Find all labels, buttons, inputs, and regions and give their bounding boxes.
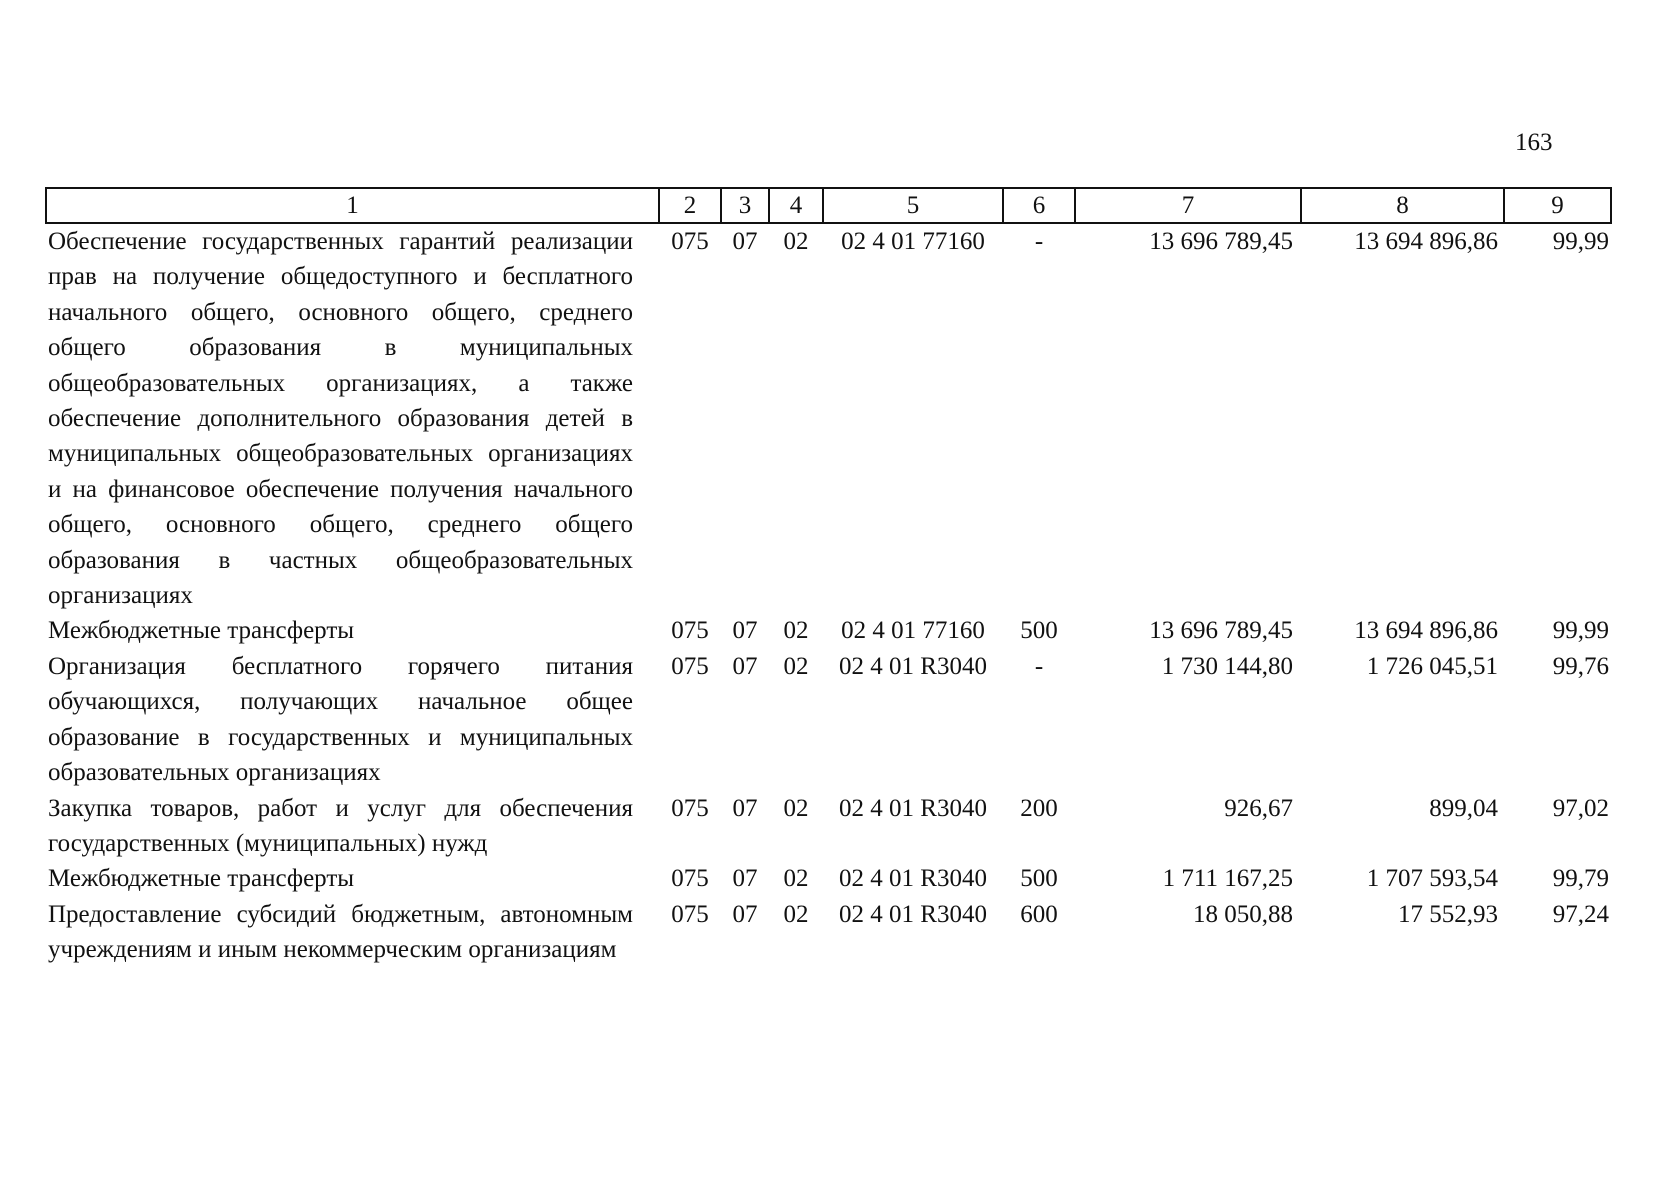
section-code: 07 <box>732 794 758 822</box>
planned-amount: 926,67 <box>1224 794 1293 822</box>
column-header: 1 <box>46 188 659 223</box>
table-row <box>46 649 1611 791</box>
target-article-code: 02 4 01 R3040 <box>839 652 987 680</box>
actual-amount: 17 552,93 <box>1398 900 1498 928</box>
grbs-code: 075 <box>671 228 709 255</box>
target-article-code: 02 4 01 R3040 <box>839 865 987 893</box>
section-code: 07 <box>732 865 758 893</box>
execution-percent: 97,02 <box>1552 794 1609 822</box>
target-article-code: 02 4 01 77160 <box>841 617 985 645</box>
budget-execution-table <box>45 187 1612 968</box>
planned-amount: 13 696 789,45 <box>1149 228 1293 255</box>
subsection-code: 02 <box>783 900 809 928</box>
execution-percent: 99,99 <box>1552 228 1609 255</box>
actual-amount: 13 694 896,86 <box>1354 228 1498 255</box>
grbs-code: 075 <box>671 652 709 680</box>
section-code: 07 <box>732 900 758 928</box>
target-article-code: 02 4 01 77160 <box>841 228 985 255</box>
subsection-code: 02 <box>783 652 809 680</box>
actual-amount: 1 726 045,51 <box>1366 652 1498 680</box>
column-header: 6 <box>1003 188 1075 223</box>
grbs-code: 075 <box>671 617 709 645</box>
execution-percent: 99,99 <box>1552 617 1609 645</box>
page-number: 163 <box>1515 129 1553 156</box>
column-header: 3 <box>721 188 769 223</box>
section-code: 07 <box>732 228 758 255</box>
grbs-code: 075 <box>671 865 709 893</box>
table-row <box>46 861 1611 896</box>
expense-type-code: 600 <box>1020 900 1058 928</box>
section-code: 07 <box>732 652 758 680</box>
expense-type-code: 500 <box>1020 865 1058 893</box>
planned-amount: 18 050,88 <box>1193 900 1293 928</box>
execution-percent: 99,79 <box>1552 865 1609 893</box>
row-name: Обеспечение государственных гарантий реализации прав на получение общедоступного и бесплатного начального общего, основного общего, среднего общего образования в муниципальных общеобразовательных организациях, а также обеспечение дополнительного образования детей в муниципальных общеобразовательных организациях и на финансовое обеспечение получения начального общего, основного общего, среднего общего образования в частных общеобразовательных организациях <box>48 228 633 610</box>
column-header: 5 <box>823 188 1003 223</box>
expense-type-code: 200 <box>1020 794 1058 822</box>
actual-amount: 1 707 593,54 <box>1366 865 1498 893</box>
expense-type-code: - <box>1034 652 1044 680</box>
target-article-code: 02 4 01 R3040 <box>839 794 987 822</box>
expense-type-code: 500 <box>1020 617 1058 645</box>
section-code: 07 <box>732 617 758 645</box>
expense-type-code: - <box>1034 228 1044 255</box>
column-header: 2 <box>659 188 721 223</box>
planned-amount: 1 730 144,80 <box>1161 652 1293 680</box>
column-header: 8 <box>1301 188 1504 223</box>
subsection-code: 02 <box>783 794 809 822</box>
grbs-code: 075 <box>671 900 709 928</box>
row-name: Организация бесплатного горячего питания обучающихся, получающих начальное общее образование в государственных и муниципальных образовательных организациях <box>48 652 633 787</box>
column-header: 9 <box>1504 188 1611 223</box>
row-name: Закупка товаров, работ и услуг для обеспечения государственных (муниципальных) нужд <box>48 794 633 857</box>
actual-amount: 13 694 896,86 <box>1354 617 1498 645</box>
planned-amount: 13 696 789,45 <box>1149 617 1293 645</box>
subsection-code: 02 <box>783 865 809 893</box>
subsection-code: 02 <box>783 228 809 255</box>
row-name: Межбюджетные трансферты <box>48 617 355 645</box>
planned-amount: 1 711 167,25 <box>1162 865 1293 893</box>
table-row <box>46 791 1611 862</box>
table-row <box>46 613 1611 648</box>
row-name: Предоставление субсидий бюджетным, автономным учреждениям и иным некоммерческим организациям <box>48 900 633 964</box>
column-number-row <box>46 188 1611 223</box>
target-article-code: 02 4 01 R3040 <box>839 900 987 928</box>
grbs-code: 075 <box>671 794 709 822</box>
row-name: Межбюджетные трансферты <box>48 865 355 893</box>
column-header: 4 <box>769 188 823 223</box>
execution-percent: 97,24 <box>1552 900 1609 928</box>
execution-percent: 99,76 <box>1552 652 1609 680</box>
table-row <box>46 897 1611 968</box>
subsection-code: 02 <box>783 617 809 645</box>
actual-amount: 899,04 <box>1429 794 1498 822</box>
column-header: 7 <box>1075 188 1301 223</box>
table-row <box>46 223 1611 613</box>
